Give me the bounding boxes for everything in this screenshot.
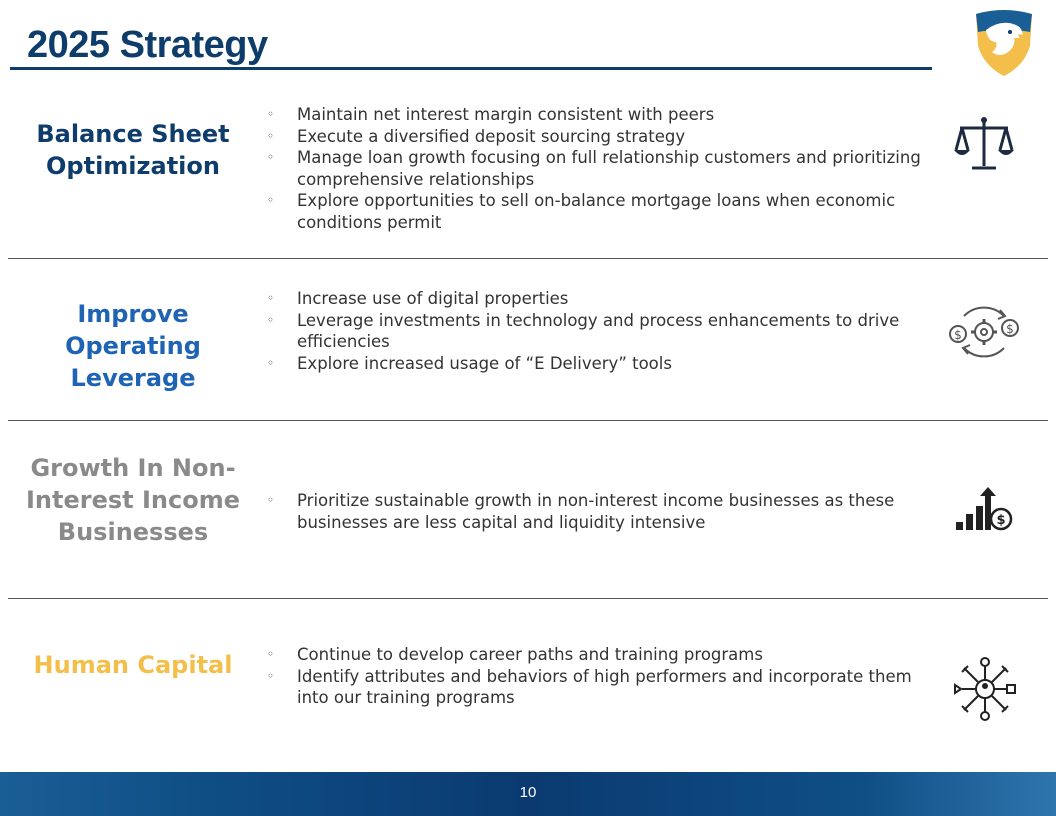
- slide-title: 2025 Strategy: [27, 24, 268, 66]
- list-item: ◦ Identify attributes and behaviors of high performers and incorporate them into our training programs: [267, 666, 912, 707]
- section-divider: [8, 598, 1048, 599]
- bullet-list-operating-leverage: [262, 288, 962, 374]
- bullet-list-human-capital: [262, 644, 942, 709]
- svg-text:$: $: [1006, 322, 1014, 336]
- growth-chart-dollar-icon: [955, 486, 1015, 532]
- list-item: ◦ Maintain net interest margin consistent with peers: [267, 105, 715, 124]
- svg-text:$: $: [996, 513, 1006, 528]
- bullet-list-balance-sheet: [262, 104, 962, 233]
- footer-bar: [0, 772, 1056, 816]
- section-divider: [8, 420, 1048, 421]
- section-heading-balance-sheet: Balance Sheet Optimization: [36, 120, 230, 180]
- list-item: ◦ Continue to develop career paths and training programs: [267, 645, 763, 664]
- title-underline: [10, 67, 932, 70]
- list-item: ◦ Explore increased usage of “E Delivery” tools: [267, 353, 672, 373]
- page-number: 10: [519, 784, 537, 801]
- list-item: ◦ Prioritize sustainable growth in non-interest income businesses as these businesses are less capital and liquidity intensive: [267, 491, 895, 532]
- list-item: ◦ Leverage investments in technology and process enhancements to drive efficiencies: [267, 310, 900, 351]
- section-heading-non-interest-income: Growth In Non-Interest Income Businesses: [25, 454, 240, 546]
- eagle-shield-logo-icon: [972, 8, 1036, 78]
- section-heading-operating-leverage: Improve Operating Leverage: [65, 300, 201, 392]
- list-item: ◦ Explore opportunities to sell on-balance mortgage loans when economic conditions permit: [267, 191, 896, 232]
- section-divider: [8, 258, 1048, 259]
- list-item: ◦ Manage loan growth focusing on full relationship customers and prioritizing comprehensive relationships: [267, 148, 921, 189]
- list-item: ◦ Increase use of digital properties: [267, 289, 569, 308]
- bullet-list-non-interest-income: [262, 490, 962, 533]
- people-skills-network-icon: [952, 656, 1018, 722]
- svg-text:$: $: [954, 328, 962, 342]
- section-heading-human-capital: Human Capital: [33, 651, 233, 679]
- list-item: ◦ Execute a diversified deposit sourcing strategy: [267, 126, 686, 146]
- scales-icon: [952, 114, 1016, 174]
- gear-dollar-cycle-icon: [948, 302, 1020, 362]
